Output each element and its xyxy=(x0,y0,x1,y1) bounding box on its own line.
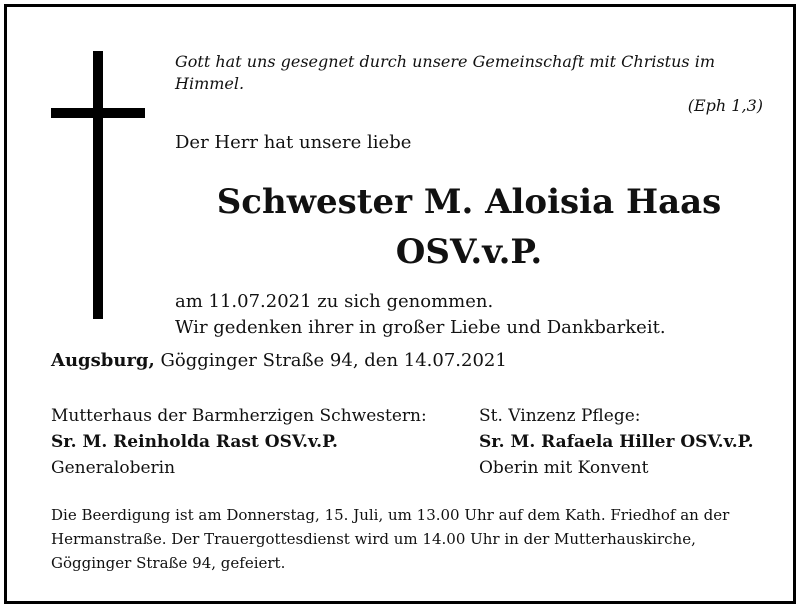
mourner-left xyxy=(51,403,427,481)
mourner-org: Mutterhaus der Barmherzigen Schwestern: xyxy=(51,406,427,426)
remembrance-line: Wir gedenken ihrer in großer Liebe und Dankbarkeit. xyxy=(175,317,666,338)
place-city: Augsburg, xyxy=(51,350,155,371)
mourner-role: Generaloberin xyxy=(51,458,176,478)
obituary-card xyxy=(4,4,796,604)
place-date-line xyxy=(51,349,507,373)
verse-text: Gott hat uns gesegnet durch unsere Gemeinschaft mit Christus im Himmel. xyxy=(175,52,715,93)
mourner-role: Oberin mit Konvent xyxy=(479,458,649,478)
mourner-org: St. Vinzenz Pflege: xyxy=(479,406,641,426)
mourner-person: Sr. M. Reinholda Rast OSV.v.P. xyxy=(51,432,338,452)
cross-icon xyxy=(93,51,103,319)
mourner-right xyxy=(479,403,754,481)
bible-verse xyxy=(175,51,763,117)
deceased-name-line1: Schwester M. Aloisia Haas xyxy=(216,182,722,222)
funeral-notice: Die Beerdigung ist am Donnerstag, 15. Juli, um 13.00 Uhr auf dem Kath. Friedhof an der Hermanstraße. Der Trauergottesdienst wird um 14.00 Uhr in der Mutterhauskirche, Gögginger Straße 94, gefeiert. xyxy=(51,506,730,572)
place-address-date: Gögginger Straße 94, den 14.07.2021 xyxy=(160,350,507,371)
intro-text: Der Herr hat unsere liebe xyxy=(175,132,412,153)
deceased-name xyxy=(175,177,763,277)
death-date-text xyxy=(175,289,666,341)
cross-icon-bar xyxy=(51,108,145,118)
death-date-line: am 11.07.2021 zu sich genommen. xyxy=(175,291,494,312)
deceased-name-line2: OSV.v.P. xyxy=(395,232,543,272)
verse-reference: (Eph 1,3) xyxy=(687,96,763,115)
mourner-person: Sr. M. Rafaela Hiller OSV.v.P. xyxy=(479,432,754,452)
